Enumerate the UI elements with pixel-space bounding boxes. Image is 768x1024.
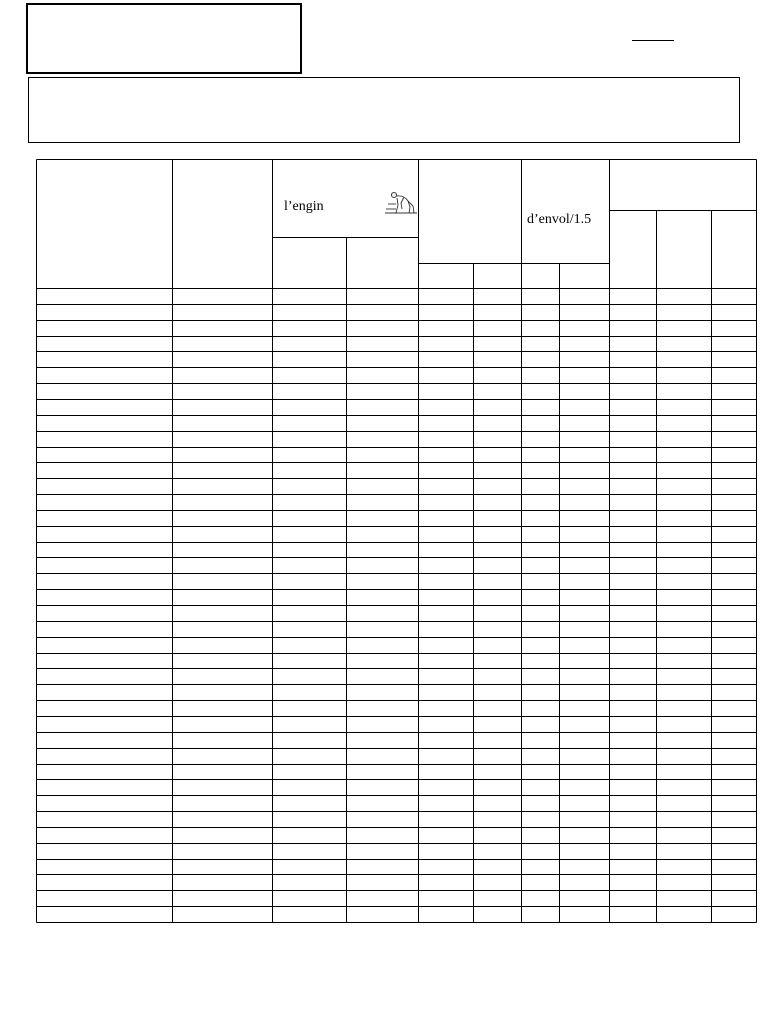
col-engin-header: l’engin — [284, 199, 324, 214]
crouching-athlete-icon — [384, 188, 418, 218]
col-envol-header: d’envol/1.5 — [527, 212, 592, 227]
